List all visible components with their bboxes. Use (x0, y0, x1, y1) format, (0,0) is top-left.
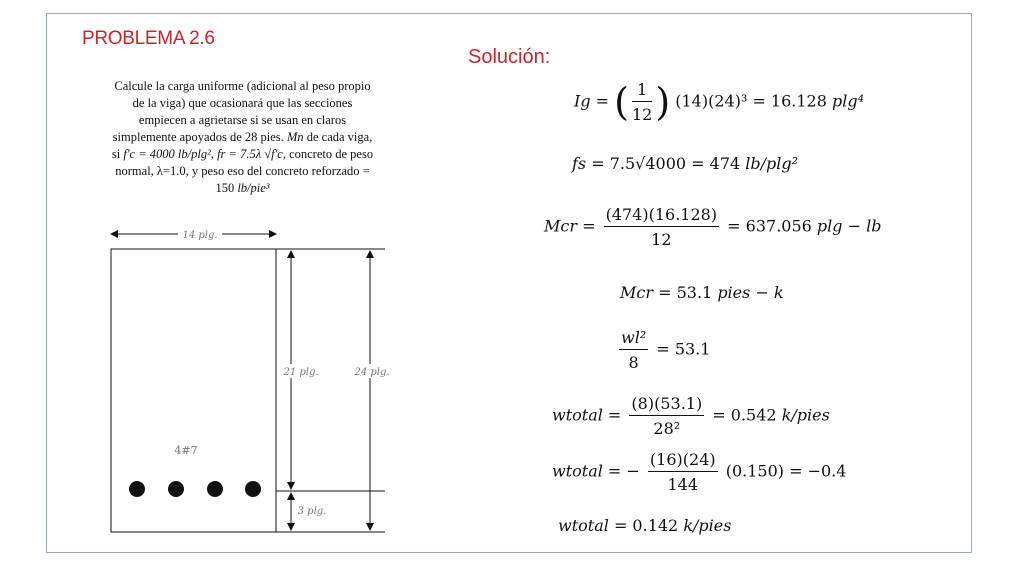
eq-ig-den: 12 (631, 105, 653, 124)
eq-wl (616, 328, 710, 372)
eq-w2-den: 144 (667, 475, 699, 494)
rebar-2 (168, 481, 184, 497)
eq-ig-rest: (14)(24)³ = 16.128 (675, 91, 827, 111)
eq-w1-frac (629, 394, 704, 438)
eq-mcr1-rhs: = 637.056 (727, 216, 812, 236)
eq-w3-unit: k/pies (683, 516, 732, 535)
rebar-1 (129, 481, 145, 497)
eq-w1-unit: k/pies (781, 405, 830, 425)
eq-close-paren: ) (655, 80, 671, 124)
width-label: 14 plg. (182, 230, 218, 241)
eq-mcr2-lhs: Mcr (620, 283, 653, 302)
eq-w1-lhs: wtotal (552, 405, 603, 425)
statement-span-span-5: 150 (215, 181, 235, 195)
eq-w1-rhs: = 0.542 (712, 405, 777, 425)
eq-w1-den: 28² (653, 419, 681, 438)
eq-mcr-1: Mcr = $\frac{(474)(16.128)}{12}$ = 637.056 plg − lb (544, 205, 882, 249)
h-label: 24 plg. (354, 367, 390, 378)
statement-fr-formula: fr = 7.5λ √f'c (217, 147, 283, 161)
statement-mn-symbol: Mn (286, 130, 304, 144)
statement-line-2: de la viga) que ocasionará que las secciones (132, 96, 353, 110)
eq-ig-unit: plg⁴ (832, 91, 865, 111)
d-label: 21 plg. (283, 367, 319, 378)
rebar-3 (207, 481, 223, 497)
eq-wl-num: wl² (619, 328, 648, 350)
eq-wtotal-1: wtotal = $\frac{(8)(53.1)}{\text{28²}}$ = 0.542 k/pies (552, 394, 830, 438)
statement-line-6: normal, λ=1.0, y peso eso del concreto reforzado = (115, 164, 370, 178)
eq-moment-of-inertia: Ig = ( $\frac{1}{12}$ ) (14)(24)³ = 16.128 plg⁴ (574, 80, 865, 124)
eq-mcr2-unit: pies − k (717, 283, 784, 302)
eq-fs-rhs: = 7.5√4000 = 474 (591, 154, 741, 173)
problem-title: PROBLEMA 2.6 (82, 28, 215, 49)
eq-mcr1-num: (474)(16.128) (604, 205, 720, 227)
eq-mcr1-frac (604, 205, 720, 249)
eq-wl-frac (619, 328, 648, 372)
eq-mcr1-unit: plg − lb (816, 216, 882, 236)
eq-mcr1-lhs: Mcr (544, 216, 577, 236)
statement-span-span: simplemente apoyados de 28 pies. (112, 130, 284, 144)
statement-span-span-3: si (111, 147, 121, 161)
statement-fc-value: f'c = 4000 (123, 147, 175, 161)
eq-wtotal-2: wtotal = − $\frac{(16)(24)}{144}$ (0.150) = −0.4 (552, 450, 847, 494)
eq-fs-unit: lb/plg² (745, 154, 799, 173)
statement-unit-weight: lb/pie³ (237, 181, 270, 195)
eq-ig-frac (632, 80, 652, 124)
eq-fs (572, 154, 798, 173)
eq-open-paren: ( (614, 80, 629, 124)
statement-span-span-2: de cada viga, (306, 130, 373, 144)
rebar-4 (245, 481, 261, 497)
eq-w2-rhs: (0.150) = −0.4 (725, 461, 847, 481)
eq-mcr-2 (620, 283, 784, 302)
eq-wtotal-3 (558, 516, 731, 535)
eq-ig-num: 1 (632, 80, 652, 102)
eq-w2-num: (16)(24) (648, 450, 718, 472)
eq-fs-lhs: fs (572, 154, 587, 173)
eq-w3-lhs: wtotal (558, 516, 609, 535)
statement-line-5: si f'c = 4000 lb/plg², fr = 7.5λ √f'c, concreto de peso (111, 147, 374, 161)
eq-w1-num: (8)(53.1) (629, 394, 704, 416)
eq-mcr1-den: 12 (651, 230, 672, 249)
statement-line-1: Calcule la carga uniforme (adicional al peso propio (114, 79, 371, 93)
eq-w2-lhs: wtotal (552, 461, 603, 481)
solution-heading: Solución: (468, 46, 551, 68)
eq-wl-rhs: = 53.1 (656, 339, 711, 359)
statement-span-span-4: , concreto de peso (282, 147, 374, 161)
statement-line-3: empiecen a agrietarse si se usan en claros (138, 113, 347, 127)
statement-fc-unit: lb/plg² (177, 147, 211, 161)
eq-mcr2-rhs: = 53.1 (658, 283, 713, 302)
cover-label: 3 plg. (297, 506, 327, 517)
eq-ig-lhs: Ig (574, 91, 591, 111)
eq-w2-frac (648, 450, 718, 494)
eq-wl-den: 8 (628, 353, 639, 372)
bars-label: 4#7 (174, 444, 198, 457)
eq-w3-rhs: = 0.142 (613, 516, 679, 535)
